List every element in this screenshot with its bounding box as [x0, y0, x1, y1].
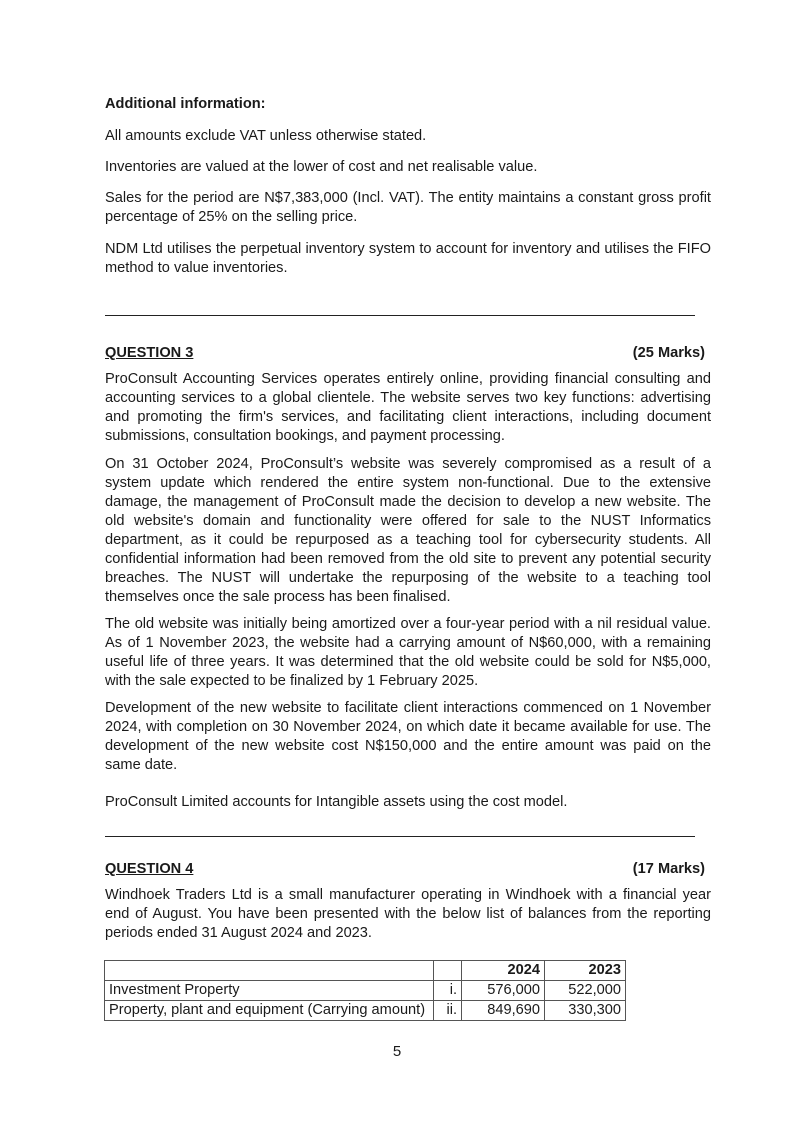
- question-4-heading: [105, 860, 705, 879]
- table-row: [105, 1001, 626, 1021]
- additional-info-heading: Additional information:: [105, 96, 266, 112]
- paragraph: Inventories are valued at the lower of cost and net realisable value.: [105, 159, 538, 175]
- cell: i.: [434, 981, 462, 1001]
- question-marks: (17 Marks): [632, 861, 705, 877]
- page-number: 5: [392, 1043, 402, 1060]
- cell: 330,300: [545, 1001, 626, 1021]
- cell: 522,000: [545, 981, 626, 1001]
- cell: 849,690: [462, 1001, 545, 1021]
- paragraph: NDM Ltd utilises the perpetual inventory system to account for inventory and utilises the FIFO method to value inventories.: [105, 241, 711, 276]
- paragraph: All amounts exclude VAT unless otherwise stated.: [105, 128, 427, 144]
- header-cell: [105, 961, 434, 981]
- divider: [105, 315, 695, 316]
- cell: Investment Property: [105, 981, 434, 1001]
- question-title: QUESTION 4: [105, 861, 194, 877]
- divider: [105, 836, 695, 837]
- paragraph: Windhoek Traders Ltd is a small manufacturer operating in Windhoek with a financial year end of August. You have been presented with the below list of balances from the reporting periods ended 31 August 2024 and 2023.: [105, 887, 711, 941]
- question-marks: (25 Marks): [632, 345, 705, 361]
- header-cell: 2023: [545, 961, 626, 981]
- balances-table: [104, 960, 626, 1021]
- question-title: QUESTION 3: [105, 345, 194, 361]
- table-row: [105, 981, 626, 1001]
- question-3-heading: [105, 344, 705, 363]
- cell: ii.: [434, 1001, 462, 1021]
- paragraph: ProConsult Limited accounts for Intangible assets using the cost model.: [105, 794, 568, 810]
- header-cell: [434, 961, 462, 981]
- paragraph: On 31 October 2024, ProConsult’s website was severely compromised as a result of a system update which rendered the entire system non-functional. Due to the extensive damage, the management of ProConsult made the decision to develop a new website. The old website's domain and functionality were offered for sale to the NUST Informatics department, as it could be repurposed as a teaching tool for cybersecurity students. All confidential information had been removed from the old site to prevent any potential security breaches. The NUST will undertake the repurposing of the website to a teaching tool themselves once the sale process has been finalised.: [105, 456, 711, 605]
- paragraph: Development of the new website to facilitate client interactions commenced on 1 November 2024, with completion on 30 November 2024, on which date it became available for use. The development of the new website cost N$150,000 and the entire amount was paid on the same date.: [105, 700, 711, 773]
- cell: 576,000: [462, 981, 545, 1001]
- paragraph: The old website was initially being amortized over a four-year period with a nil residual value. As of 1 November 2023, the website had a carrying amount of N$60,000, with a remaining useful life of three years. It was determined that the old website could be sold for N$5,000, with the sale expected to be finalized by 1 February 2025.: [105, 616, 711, 689]
- table-header-row: [105, 961, 626, 981]
- cell: Property, plant and equipment (Carrying amount): [105, 1001, 434, 1021]
- header-cell: 2024: [462, 961, 545, 981]
- paragraph: ProConsult Accounting Services operates entirely online, providing financial consulting and accounting services to a global clientele. The website serves two key functions: advertising and promoting the firm's services, and facilitating client interactions, including document submissions, consultation bookings, and payment processing.: [105, 371, 711, 444]
- paragraph: Sales for the period are N$7,383,000 (Incl. VAT). The entity maintains a constant gross profit percentage of 25% on the selling price.: [105, 190, 711, 225]
